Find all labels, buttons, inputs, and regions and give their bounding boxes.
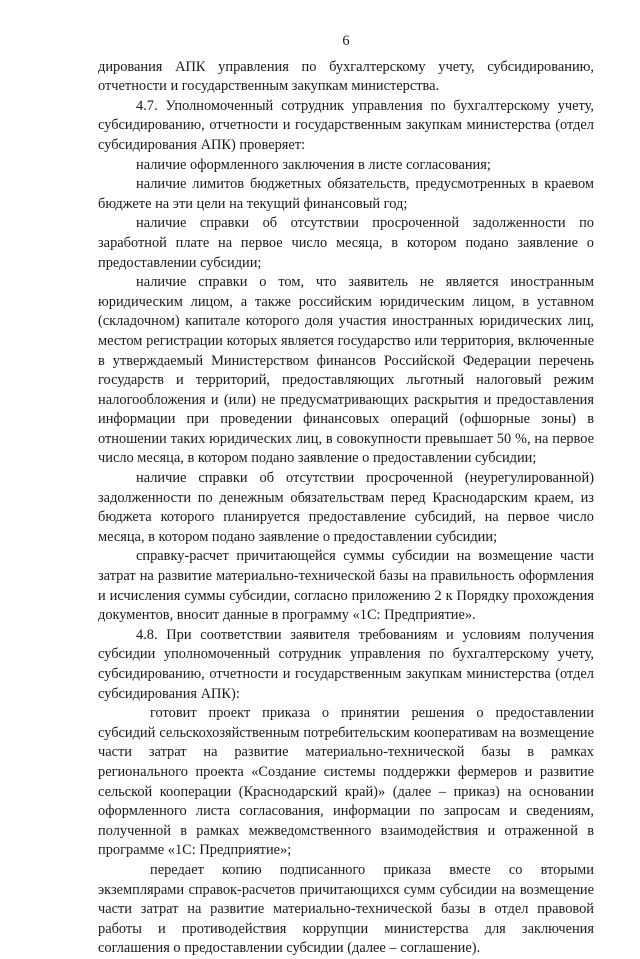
paragraph-4-8: 4.8. При соответствии заявителя требованиям и условиям получения субсидии уполномоченный сотрудник управления по бухгалтерскому учету, субсидированию, отчетности и государственным закупкам министерства (отдел субсидирования АПК): (98, 626, 594, 702)
page-number: 6 (342, 33, 350, 49)
paragraph-check-regional-debt: наличие справки об отсутствии просроченной (неурегулированной) задолженности по денежным обязательствам перед Краснодарским краем, из бюджета которого планируется предоставление субсидий, на первое число месяца, в котором подано заявление о предоставлении субсидии; (98, 470, 594, 545)
paragraph-continuation: дирования АПК управления по бухгалтерскому учету, субсидированию, отчетности и государственным закупкам министерства. (98, 58, 594, 95)
paragraph-check-approval: наличие оформленного заключения в листе согласования; (136, 156, 491, 173)
paragraph-check-foreign-entity: наличие справки о том, что заявитель не является иностранным юридическим лицом, а также российским юридическим лицом, в уставном (складочном) капитале которого доля участия иностранных юридических лиц, местом регистрации которых является государство или территория, включенные в утверждаемый Министерством финансов Российской Федерации перечень государств и территорий, предоставляющих льготный налоговый режим налогообложения и (или) не предусматривающих раскрытия и предоставления информации при проведении финансовых операций (офшорные зоны) в отношении таких юридических лиц, в совокупности превышает 50 %, на первое число месяца, в котором подано заявление о предоставлении субсидии; (98, 274, 594, 467)
paragraph-prepare-order: готовит проект приказа о принятии решения о предоставлении субсидий сельскохозяйственным потребительским кооперативам на возмещение части затрат на развитие материально-технической базы в рамках регионального проекта «Создание системы поддержки фермеров и развитие сельской кооперации (Краснодарский край)» (далее – приказ) на основании оформленного листа согласования, информации по запросам и сведениям, полученной в рамках межведомственного взаимодействия и отраженной в программе «1С: Предприятие»; (98, 705, 594, 859)
paragraph-calculation: справку-расчет причитающейся суммы субсидии на возмещение части затрат на развитие материально-технической базы на правильность оформления и исчисления суммы субсидии, согласно приложению 2 к Порядку прохождения документов, вносит данные в программу «1С: Предприятие». (98, 548, 594, 624)
paragraph-check-salary-debt: наличие справки об отсутствии просроченной задолженности по заработной плате на первое число месяца, в котором подано заявление о предоставлении субсидии; (98, 215, 594, 271)
document-body (98, 58, 594, 959)
paragraph-check-limits: наличие лимитов бюджетных обязательств, предусмотренных в краевом бюджете на эти цели на текущий финансовый год; (98, 176, 594, 212)
paragraph-transfer-copy: передает копию подписанного приказа вместе со вторыми экземплярами справок-расчетов причитающихся сумм субсидии на возмещение части затрат на развитие материально-технической базы в отдел правовой работы и противодействия коррупции министерства для заключения соглашения о предоставлении субсидии (далее – соглашение). (98, 861, 594, 957)
paragraph-4-7: 4.7. Уполномоченный сотрудник управления по бухгалтерскому учету, субсидированию, отчетности и государственным закупкам министерства (отдел субсидирования АПК) проверяет: (98, 97, 594, 153)
